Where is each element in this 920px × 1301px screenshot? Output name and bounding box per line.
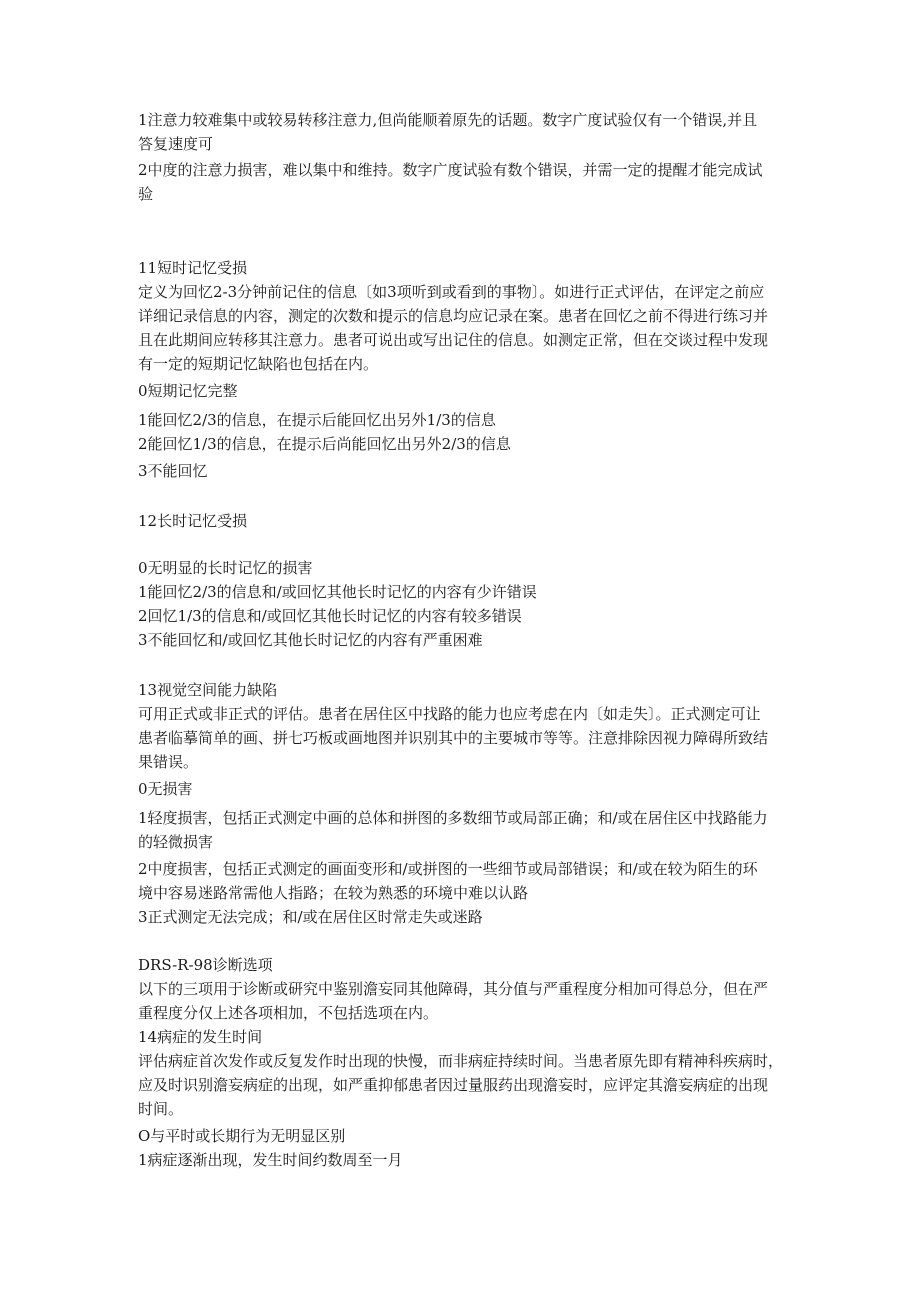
text-line: 应及时识别澹妄病症的出现，如严重抑郁患者因过量服药出现澹妄时，应评定其澹妄病症的出现: [138, 1076, 769, 1094]
text-line: 1轻度损害，包括正式测定中画的总体和拼图的多数细节或局部正确；和/或在居住区中找路能力: [138, 809, 768, 827]
text-line: 定义为回忆2-3分钟前记住的信息〔如3项听到或看到的事物〕。如进行正式评估，在评定之前应: [138, 283, 765, 301]
text-line: 评估病症首次发作或反复发作时出现的快慢，而非病症持续时间。当患者原先即有精神科疾病时，: [138, 1052, 784, 1070]
text-line: 验: [138, 185, 154, 203]
text-line: 时间。: [138, 1100, 184, 1118]
section-heading: 13视觉空间能力缺陷: [138, 681, 278, 699]
attention-options: [138, 108, 788, 206]
text-line: 2能回忆1/3的信息，在提示后尚能回忆出另外2/3的信息: [138, 435, 511, 453]
text-line: 的轻微损害: [138, 833, 214, 851]
section-drs-r-98: [138, 953, 788, 1172]
text-line: 且在此期间应转移其注意力。患者可说出或写出记住的信息。如测定正常，但在交谈过程中发现: [138, 331, 769, 349]
text-line: 2中度损害，包括正式测定的画面变形和/或拼图的一些细节或局部错误；和/或在较为陌生的环: [138, 860, 758, 878]
text-line: 2中度的注意力损害，难以集中和维持。数字广度试验有数个错误，并需一定的提醒才能完成试: [138, 161, 763, 179]
text-line: 1注意力较难集中或较易转移注意力,但尚能顺着原先的话题。数字广度试验仅有一个错误,并且: [138, 111, 758, 129]
text-line: 0无明显的长时记忆的损害: [138, 559, 313, 577]
section-12-heading: [138, 509, 788, 533]
text-line: 详细记录信息的内容，测定的次数和提示的信息均应记录在案。患者在回忆之前不得进行练习并: [138, 307, 769, 325]
text-line: 可用正式或非正式的评估。患者在居住区中找路的能力也应考虑在内〔如走失〕。正式测定可让: [138, 705, 761, 723]
text-line: 有一定的短期记忆缺陷也包括在内。: [138, 355, 379, 373]
text-line: 境中容易迷路常需他人指路；在较为熟悉的环境中难以认路: [138, 884, 529, 902]
section-heading: 14病症的发生时间: [138, 1028, 263, 1046]
section-13: [138, 678, 788, 929]
text-line: 2回忆1/3的信息和/或回忆其他长时记忆的内容有较多错误: [138, 607, 522, 625]
section-heading: DRS-R-98诊断选项: [138, 956, 273, 974]
section-heading: 11短时记忆受损: [138, 259, 248, 277]
section-11: [138, 256, 788, 483]
text-line: 1能回忆2/3的信息和/或回忆其他长时记忆的内容有少许错误: [138, 583, 537, 601]
text-line: 患者临摹简单的画、拼七巧板或画地图并识别其中的主要城市等等。注意排除因视力障碍所致结: [138, 729, 769, 747]
text-line: 果错误。: [138, 753, 199, 771]
section-heading: 12长时记忆受损: [138, 512, 248, 530]
text-line: 3不能回忆和/或回忆其他长时记忆的内容有严重困难: [138, 631, 483, 649]
text-line: 答复速度可: [138, 135, 214, 153]
text-line: 1能回忆2/3的信息，在提示后能回忆出另外1/3的信息: [138, 411, 496, 429]
text-line: 重程度分仅上述各项相加，不包括选项在内。: [138, 1004, 439, 1022]
text-line: O与平时或长期行为无明显区别: [138, 1127, 346, 1145]
text-line: 3不能回忆: [138, 462, 208, 480]
text-line: 以下的三项用于诊断或研究中鉴别澹妄同其他障碍，其分值与严重程度分相加可得总分，但在严: [138, 980, 769, 998]
text-line: 0短期记忆完整: [138, 382, 238, 400]
text-line: 3正式测定无法完成；和/或在居住区时常走失或迷路: [138, 908, 483, 926]
text-line: 0无损害: [138, 780, 193, 798]
section-12: [138, 556, 788, 652]
text-line: 1病症逐渐出现，发生时间约数周至一月: [138, 1151, 403, 1169]
